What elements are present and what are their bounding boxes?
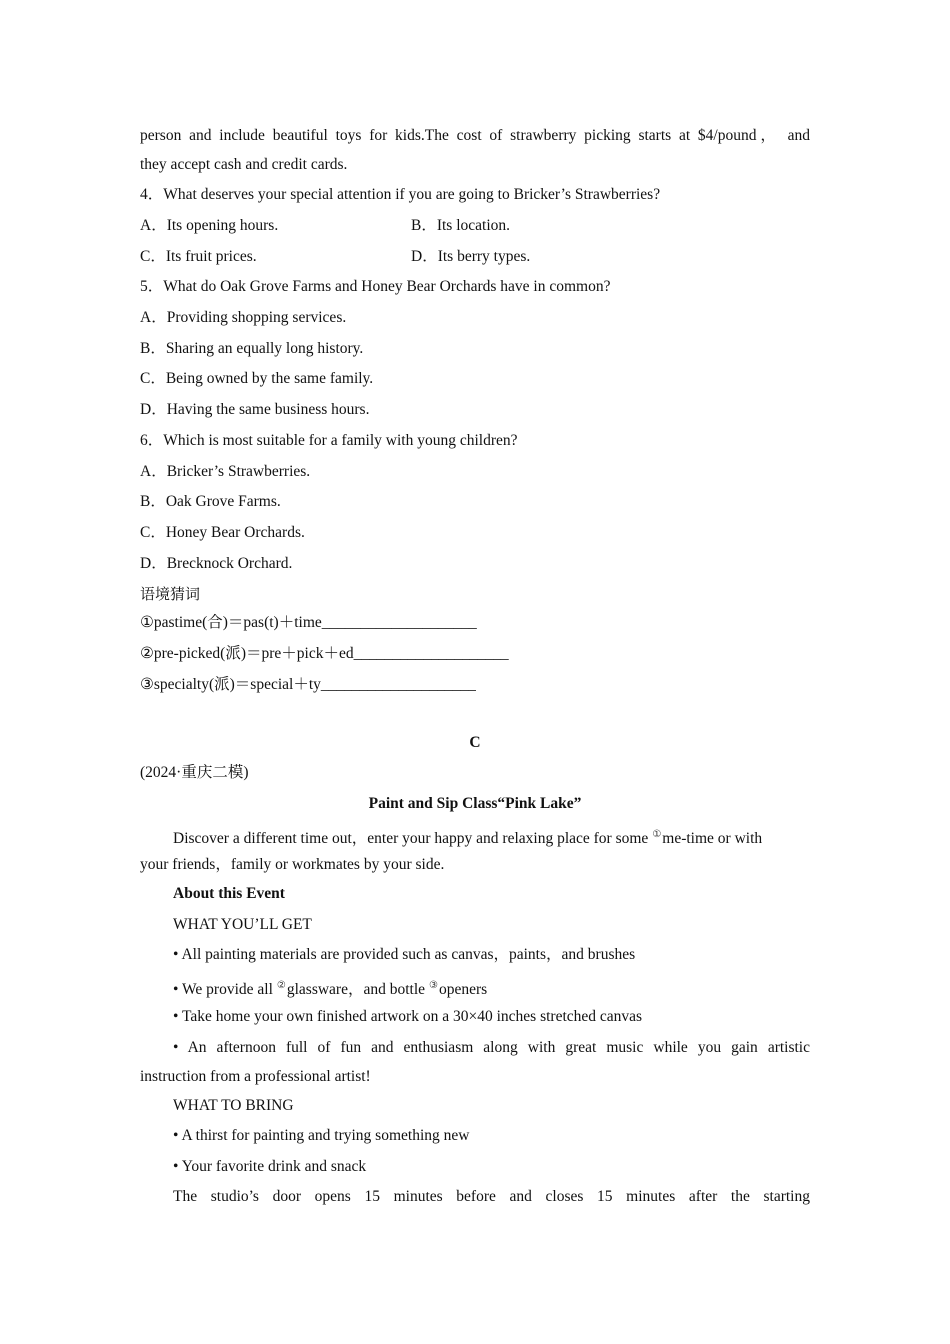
question-6-option-d: D．Brecknock Orchard. xyxy=(140,555,293,572)
passage-c-source: (2024·重庆二模) xyxy=(140,764,249,781)
bring-item-1: • A thirst for painting and trying something new xyxy=(173,1127,470,1144)
footnote-marker-2: ② xyxy=(276,980,286,991)
get-item-2-text-c: openers xyxy=(439,981,488,998)
intro-line-1 xyxy=(173,825,762,849)
what-to-bring-heading: WHAT TO BRING xyxy=(173,1097,294,1114)
get-item-4-line-2: instruction from a professional artist! xyxy=(140,1068,371,1085)
question-4-option-c: C．Its fruit prices. xyxy=(140,248,257,265)
get-item-1: • All painting materials are provided such as canvas，paints，and brushes xyxy=(173,946,636,963)
intro-text-b: me-time or with xyxy=(662,830,763,847)
get-item-2-text-a: • We provide all xyxy=(173,981,273,998)
vocab-item-2: ②pre-picked(派)＝pre＋pick＋ed____________________ xyxy=(140,645,509,662)
vocab-item-1: ①pastime(合)＝pas(t)＋time____________________ xyxy=(140,614,477,631)
get-item-2-text-b: glassware，and bottle xyxy=(286,981,426,998)
question-6-stem: 6．Which is most suitable for a family with young children? xyxy=(140,432,518,449)
question-4-option-a: A．Its opening hours. xyxy=(140,217,279,234)
passage-c-title: Paint and Sip Class“Pink Lake” xyxy=(368,795,582,812)
get-item-2 xyxy=(173,976,487,1000)
question-6-option-a: A．Bricker’s Strawberries. xyxy=(140,463,311,480)
question-5-stem: 5．What do Oak Grove Farms and Honey Bear Orchards have in common? xyxy=(140,278,611,295)
passage-c-label: C xyxy=(469,734,481,751)
intro-text-a: Discover a different time out，enter your happy and relaxing place for some xyxy=(173,830,649,847)
passage-b-line-1: person and include beautiful toys for kids.The cost of strawberry picking starts at $4/pound， and xyxy=(140,127,810,144)
closing-line: The studio’s door opens 15 minutes before and closes 15 minutes after the starting xyxy=(173,1188,810,1205)
vocab-item-3: ③specialty(派)＝special＋ty____________________ xyxy=(140,676,476,693)
footnote-marker-1: ① xyxy=(652,829,662,840)
intro-line-2: your friends，family or workmates by your side. xyxy=(140,856,445,873)
what-you-get-heading: WHAT YOU’LL GET xyxy=(173,916,312,933)
question-5-option-d: D．Having the same business hours. xyxy=(140,401,370,418)
question-4-option-d: D．Its berry types. xyxy=(411,248,531,265)
vocab-heading: 语境猜词 xyxy=(140,585,201,603)
question-5-option-c: C．Being owned by the same family. xyxy=(140,370,374,387)
question-6-option-c: C．Honey Bear Orchards. xyxy=(140,524,305,541)
passage-b-line-2: they accept cash and credit cards. xyxy=(140,156,348,173)
get-item-3: • Take home your own finished artwork on a 30×40 inches stretched canvas xyxy=(173,1008,643,1025)
question-4-option-b: B．Its location. xyxy=(411,217,511,234)
question-5-option-b: B．Sharing an equally long history. xyxy=(140,340,364,357)
question-4-stem: 4．What deserves your special attention if you are going to Bricker’s Strawberries? xyxy=(140,186,661,203)
footnote-marker-3: ③ xyxy=(429,980,438,991)
get-item-4-line-1: • An afternoon full of fun and enthusiasm along with great music while you gain artistic xyxy=(173,1039,810,1056)
bring-item-2: • Your favorite drink and snack xyxy=(173,1158,367,1175)
about-heading: About this Event xyxy=(173,885,285,902)
question-5-option-a: A．Providing shopping services. xyxy=(140,309,347,326)
question-6-option-b: B．Oak Grove Farms. xyxy=(140,493,281,510)
